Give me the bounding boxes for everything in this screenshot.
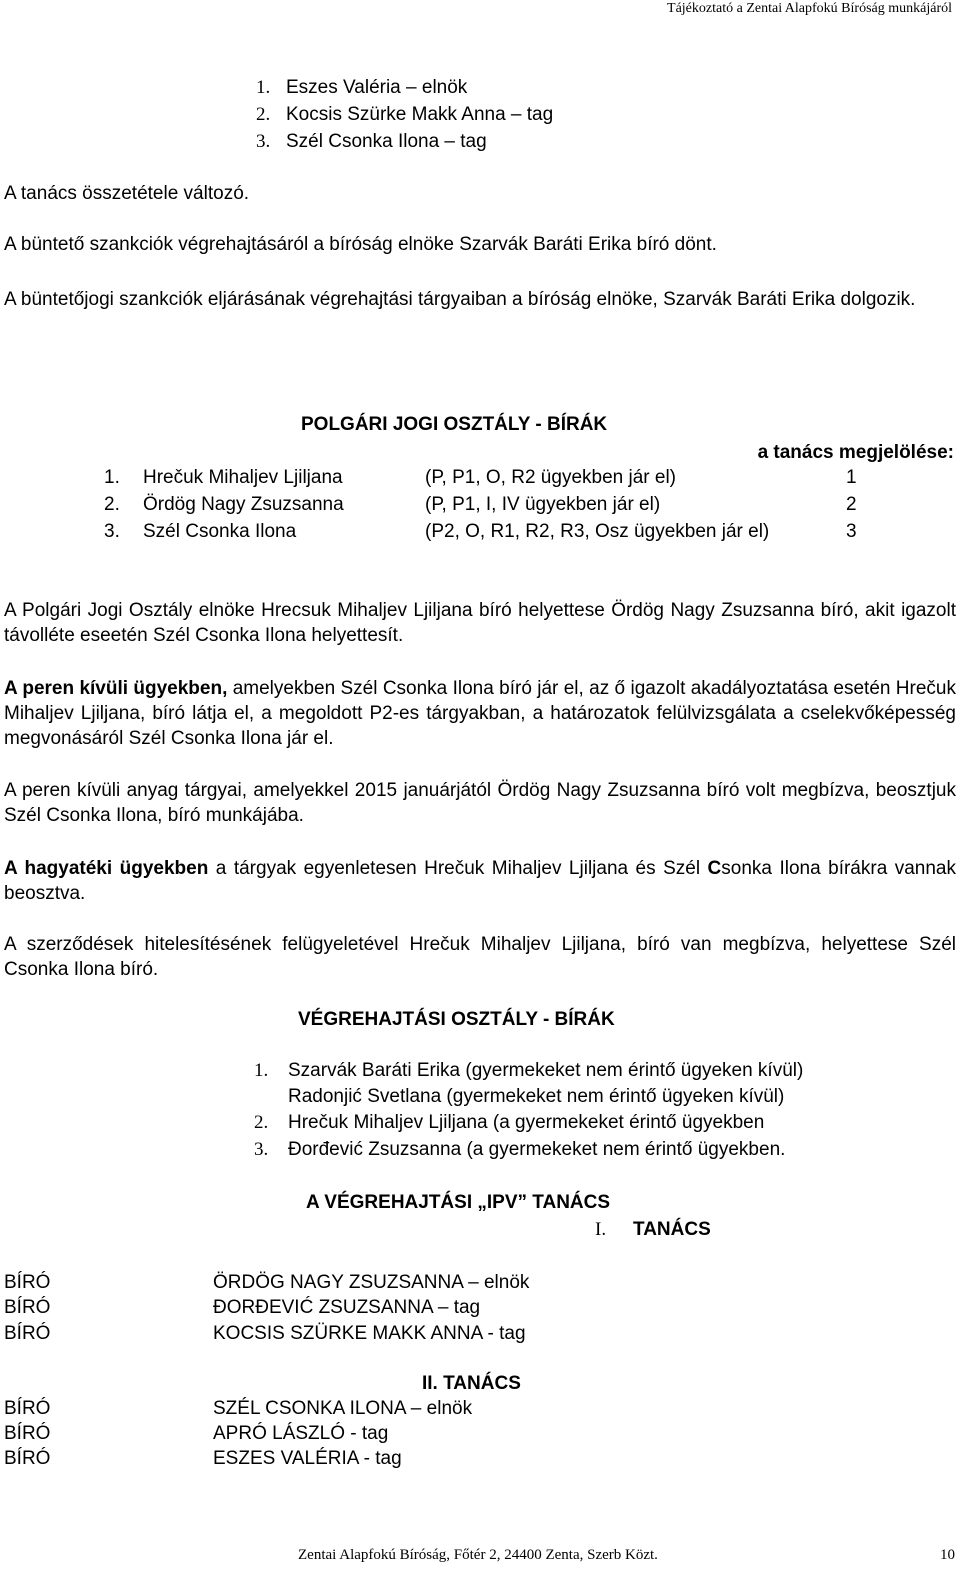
member-role: BÍRÓ: [4, 1297, 51, 1318]
member-name: ĐORĐEVIĆ ZSUZSANNA – tag: [213, 1297, 481, 1318]
probate-mid: a tárgyak egyenletesen Hrečuk Mihaljev Ljiljana és Szél: [208, 858, 708, 879]
member-role: BÍRÓ: [4, 1423, 51, 1444]
list-number: 1.: [256, 77, 271, 98]
member-name: ESZES VALÉRIA - tag: [213, 1448, 402, 1469]
civil-section-title: POLGÁRI JOGI OSZTÁLY - BÍRÁK: [301, 414, 608, 435]
council-1-number: I.: [595, 1219, 607, 1240]
item-number: 2.: [254, 1112, 269, 1133]
judge-name: Szél Csonka Ilona: [143, 521, 297, 542]
nonlitigious-material-text: A peren kívüli anyag tárgyai, amelyekkel 2015 januárjától Ördög Nagy Zsuzsanna bíró volt megbízva, beosztjuk Szél Csonka Ilona, bíró munkájába.: [4, 780, 956, 826]
council-2-title: II. TANÁCS: [422, 1373, 521, 1394]
item-number: 3.: [254, 1139, 269, 1160]
top-list-item: [256, 76, 467, 101]
member-role: BÍRÓ: [4, 1448, 51, 1469]
page-number: 10: [940, 1547, 955, 1563]
list-text: Eszes Valéria – elnök: [286, 77, 468, 98]
civil-president-text: A Polgári Jogi Osztály elnöke Hrecsuk Mihaljev Ljiljana bíró helyettese Ördög Nagy Zsuzsanna bíró, akit igazolt távolléte eseetén Szél Csonka Ilona helyettesít.: [4, 600, 956, 646]
judge-cases: (P, P1, O, R2 ügyekben jár el): [425, 467, 676, 488]
row-number: 3.: [104, 521, 120, 542]
ipv-council-title: A VÉGREHAJTÁSI „IPV” TANÁCS: [306, 1192, 611, 1213]
row-number: 2.: [104, 494, 120, 515]
probate-rest: sonka Ilona bírákra vannak beosztva.: [4, 858, 957, 904]
list-text: Szél Csonka Ilona – tag: [286, 131, 487, 152]
list-number: 3.: [256, 131, 271, 152]
probate-text: [4, 856, 956, 906]
council-changes-text: A tanács összetétele változó.: [4, 183, 250, 204]
member-role: BÍRÓ: [4, 1323, 51, 1344]
judge-name: Hrečuk Mihaljev Ljiljana: [143, 467, 343, 488]
council-number: 3: [846, 521, 857, 542]
page-footer: Zentai Alapfokú Bíróság, Főtér 2, 24400 Zenta, Szerb Közt.: [298, 1547, 658, 1563]
member-role: BÍRÓ: [4, 1272, 51, 1293]
page-header: Tájékoztató a Zentai Alapfokú Bíróság munkájáról: [667, 1, 952, 16]
item-number: 1.: [254, 1060, 269, 1081]
nonlitigious-text: [4, 676, 956, 751]
list-number: 2.: [256, 104, 271, 125]
list-text: Kocsis Szürke Makk Anna – tag: [286, 104, 554, 125]
item-line: Szarvák Baráti Erika (gyermekeket nem érintő ügyeken kívül): [288, 1060, 804, 1081]
penal-enforcement-text: A büntetőjogi szankciók eljárásának végrehajtási tárgyaiban a bíróság elnöke, Szarvák Baráti Erika dolgozik.: [4, 289, 916, 310]
item-line: Hrečuk Mihaljev Ljiljana (a gyermekeket érintő ügyekben: [288, 1112, 765, 1133]
member-role: BÍRÓ: [4, 1398, 51, 1419]
item-line: Đorđević Zsuzsanna (a gyermekeket nem érintő ügyekben.: [288, 1139, 786, 1160]
council-number: 2: [846, 494, 857, 515]
member-name: SZÉL CSONKA ILONA – elnök: [213, 1398, 473, 1419]
penal-sanctions-text: A büntető szankciók végrehajtásáról a bíróság elnöke Szarvák Baráti Erika bíró dönt.: [4, 234, 717, 255]
item-line: Radonjić Svetlana (gyermekeket nem érintő ügyeken kívül): [288, 1086, 785, 1107]
nonlitigious-body: amelyekben Szél Csonka Ilona bíró jár el, az ő igazolt akadályoztatása esetén Hrečuk Mihaljev Ljiljana, bíró látja el, a megoldott P2-es tárgyakban, a határozatok felülvizsgálata a cselekvőképesség megvonásáról Szél Csonka Ilona jár el.: [4, 678, 956, 749]
row-number: 1.: [104, 467, 120, 488]
enforcement-section-title: VÉGREHAJTÁSI OSZTÁLY - BÍRÁK: [298, 1009, 615, 1030]
judge-name: Ördög Nagy Zsuzsanna: [143, 494, 344, 515]
probate-lead: A hagyatéki ügyekben: [4, 858, 209, 879]
contracts-text: A szerződések hitelesítésének felügyeletével Hrečuk Mihaljev Ljiljana, bíró van megbízva, helyettese Szél Csonka Ilona bíró.: [4, 934, 956, 980]
council-1-heading: [595, 1218, 711, 1243]
judge-cases: (P2, O, R1, R2, R3, Osz ügyekben jár el): [425, 521, 770, 542]
judge-cases: (P, P1, I, IV ügyekben jár el): [425, 494, 661, 515]
member-name: ÖRDÖG NAGY ZSUZSANNA – elnök: [213, 1272, 530, 1293]
council-1-title: TANÁCS: [633, 1219, 711, 1240]
member-name: KOCSIS SZÜRKE MAKK ANNA - tag: [213, 1323, 526, 1344]
nonlitigious-lead: A peren kívüli ügyekben,: [4, 678, 228, 699]
member-name: APRÓ LÁSZLÓ - tag: [213, 1423, 389, 1444]
council-number: 1: [846, 467, 857, 488]
council-designation-header: a tanács megjelölése:: [757, 442, 954, 463]
top-list-item: [256, 103, 553, 128]
top-list-item: [256, 130, 487, 155]
probate-bold-letter: C: [707, 858, 722, 879]
